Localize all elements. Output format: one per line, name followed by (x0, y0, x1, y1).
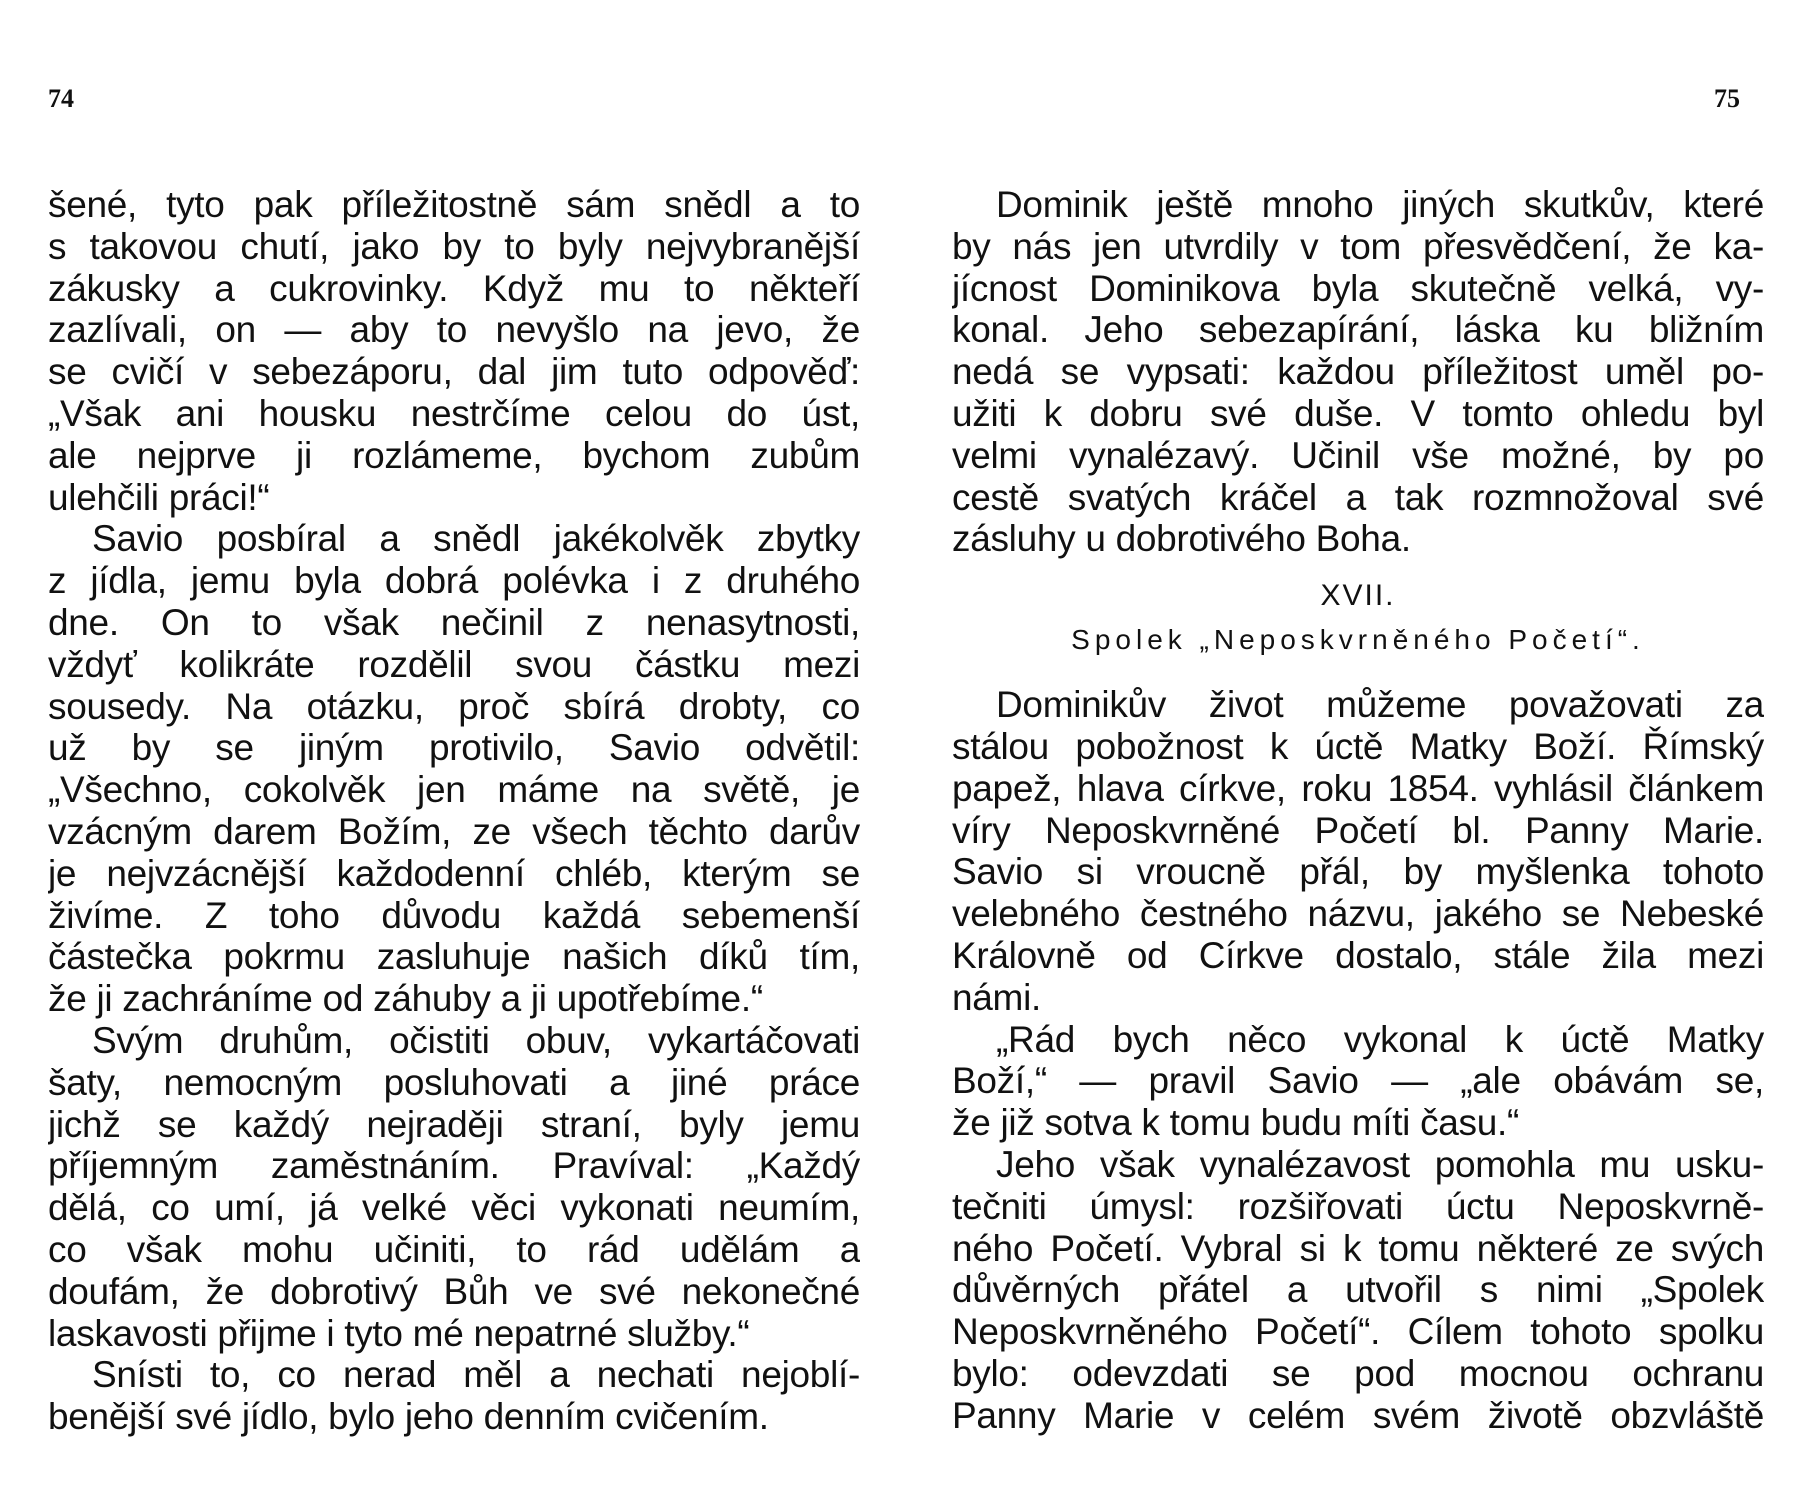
text-line: se cvičí v sebezáporu, dal jim tuto odpověď: (48, 351, 860, 393)
text-line: Neposkvrněného Početí“. Cílem tohoto spolku (952, 1311, 1764, 1353)
text-line: Boží,“ — pravil Savio — „ale obávám se, (952, 1060, 1764, 1102)
text-line: cestě svatých kráčel a tak rozmnožoval své (952, 476, 1764, 518)
text-line: Savio si vroucně přál, by myšlenka tohoto (952, 851, 1764, 893)
text-line: velmi vynalézavý. Učinil vše možné, by po (952, 434, 1764, 476)
text-line: už by se jiným protivilo, Savio odvětil: (48, 727, 860, 769)
text-line: konal. Jeho sebezapírání, láska ku bližním (952, 309, 1764, 351)
text-line: Jeho však vynalézavost pomohla mu usku- (996, 1143, 1764, 1185)
text-line: co však mohu učiniti, to rád udělám a (48, 1228, 860, 1270)
text-line: víry Neposkvrněné Početí bl. Panny Marie. (952, 809, 1764, 851)
text-line: jichž se každý nejraději straní, byly jemu (48, 1103, 860, 1145)
text-line: dělá, co umí, já velké věci vykonati neumím, (48, 1187, 860, 1229)
text-line: vždyť kolikráte rozdělil svou částku mezi (48, 643, 860, 685)
text-line: užiti k dobru své duše. V tomto ohledu byl (952, 392, 1764, 434)
paragraph-block-before-chapter (952, 184, 1764, 560)
text-line: Panny Marie v celém svém životě obzvláště (952, 1394, 1764, 1436)
text-line: šené, tyto pak příležitostně sám snědl a to (48, 184, 860, 225)
text-line: „Rád bych něco vykonal k úctě Matky (996, 1018, 1764, 1060)
text-line: námi. (952, 976, 1041, 1018)
text-line: doufám, že dobrotivý Bůh ve své nekonečné (48, 1270, 860, 1312)
text-line: zákusky a cukrovinky. Když mu to někteří (48, 267, 860, 309)
text-line: že ji zachráníme od záhuby a ji upotřebíme.“ (48, 978, 763, 1020)
paragraph-block-after-chapter (952, 684, 1764, 1436)
left-page-text (48, 184, 860, 1438)
text-line: Dominikův život můžeme považovati za (996, 684, 1764, 726)
text-line: Savio posbíral a snědl jakékolvěk zbytky (92, 518, 860, 560)
text-line: je nejvzácnější každodenní chléb, kterým se (48, 852, 860, 894)
text-line: bylo: odevzdati se pod mocnou ochranu (952, 1352, 1764, 1394)
text-line: Dominik ještě mnoho jiných skutkův, které (996, 184, 1764, 225)
text-line: „Všechno, cokolvěk jen máme na světě, je (48, 769, 860, 811)
right-page (952, 0, 1802, 1500)
text-line: s takovou chutí, jako by to byly nejvybranější (48, 225, 860, 267)
text-line: ale nejprve ji rozlámeme, bychom zubům (48, 434, 860, 476)
page-number-right: 75 (1714, 84, 1740, 113)
chapter-title: Spolek „Neposkvrněného Početí“. (1071, 624, 1645, 656)
text-line: zazlívali, on — aby to nevyšlo na jevo, že (48, 309, 860, 351)
left-page (48, 0, 898, 1500)
text-line: ulehčili práci!“ (48, 476, 270, 518)
text-line: benější své jídlo, bylo jeho denním cvičením. (48, 1396, 769, 1438)
right-page-text (952, 184, 1764, 1437)
text-line: jícnost Dominikova byla skutečně velká, vy- (952, 267, 1764, 309)
text-line: velebného čestného názvu, jakého se Nebeské (952, 893, 1764, 935)
text-line: důvěrných přátel a utvořil s nimi „Spolek (952, 1269, 1764, 1311)
page-number-left: 74 (48, 84, 74, 113)
text-line: šaty, nemocným posluhovati a jiné práce (48, 1061, 860, 1103)
text-line: tečniti úmysl: rozšiřovati úctu Neposkvrně- (952, 1185, 1764, 1227)
text-line: Snísti to, co nerad měl a nechati nejoblí- (92, 1354, 860, 1396)
text-line: živíme. Z toho důvodu každá sebemenší (48, 894, 860, 936)
text-line: z jídla, jemu byla dobrá polévka i z druhého (48, 560, 860, 602)
text-line: laskavosti přijme i tyto mé nepatrné služby.“ (48, 1312, 750, 1354)
text-line: papež, hlava církve, roku 1854. vyhlásil článkem (952, 767, 1764, 809)
text-line: nedá se vypsati: každou příležitost uměl po- (952, 351, 1764, 393)
text-line: dne. On to však nečinil z nenasytnosti, (48, 601, 860, 643)
text-line: stálou pobožnost k úctě Matky Boží. Římský (952, 725, 1764, 767)
text-line: „Však ani housku nestrčíme celou do úst, (48, 392, 860, 434)
text-line: částečka pokrmu zasluhuje našich díků tím, (48, 936, 860, 978)
text-line: že již sotva k tomu budu míti času.“ (952, 1102, 1520, 1144)
text-line: sousedy. Na otázku, proč sbírá drobty, co (48, 685, 860, 727)
text-line: by nás jen utvrdily v tom přesvědčení, že ka- (952, 225, 1764, 267)
text-line: Svým druhům, očistiti obuv, vykartáčovati (92, 1019, 860, 1061)
text-line: vzácným darem Božím, ze všech těchto darův (48, 810, 860, 852)
text-line: Královně od Církve dostalo, stále žila mezi (952, 934, 1764, 976)
text-line: zásluhy u dobrotivého Boha. (952, 518, 1411, 560)
text-line: ného Početí. Vybral si k tomu některé ze svých (952, 1227, 1764, 1269)
text-line: příjemným zaměstnáním. Pravíval: „Každý (48, 1145, 860, 1187)
chapter-number: XVII. (1320, 579, 1396, 613)
